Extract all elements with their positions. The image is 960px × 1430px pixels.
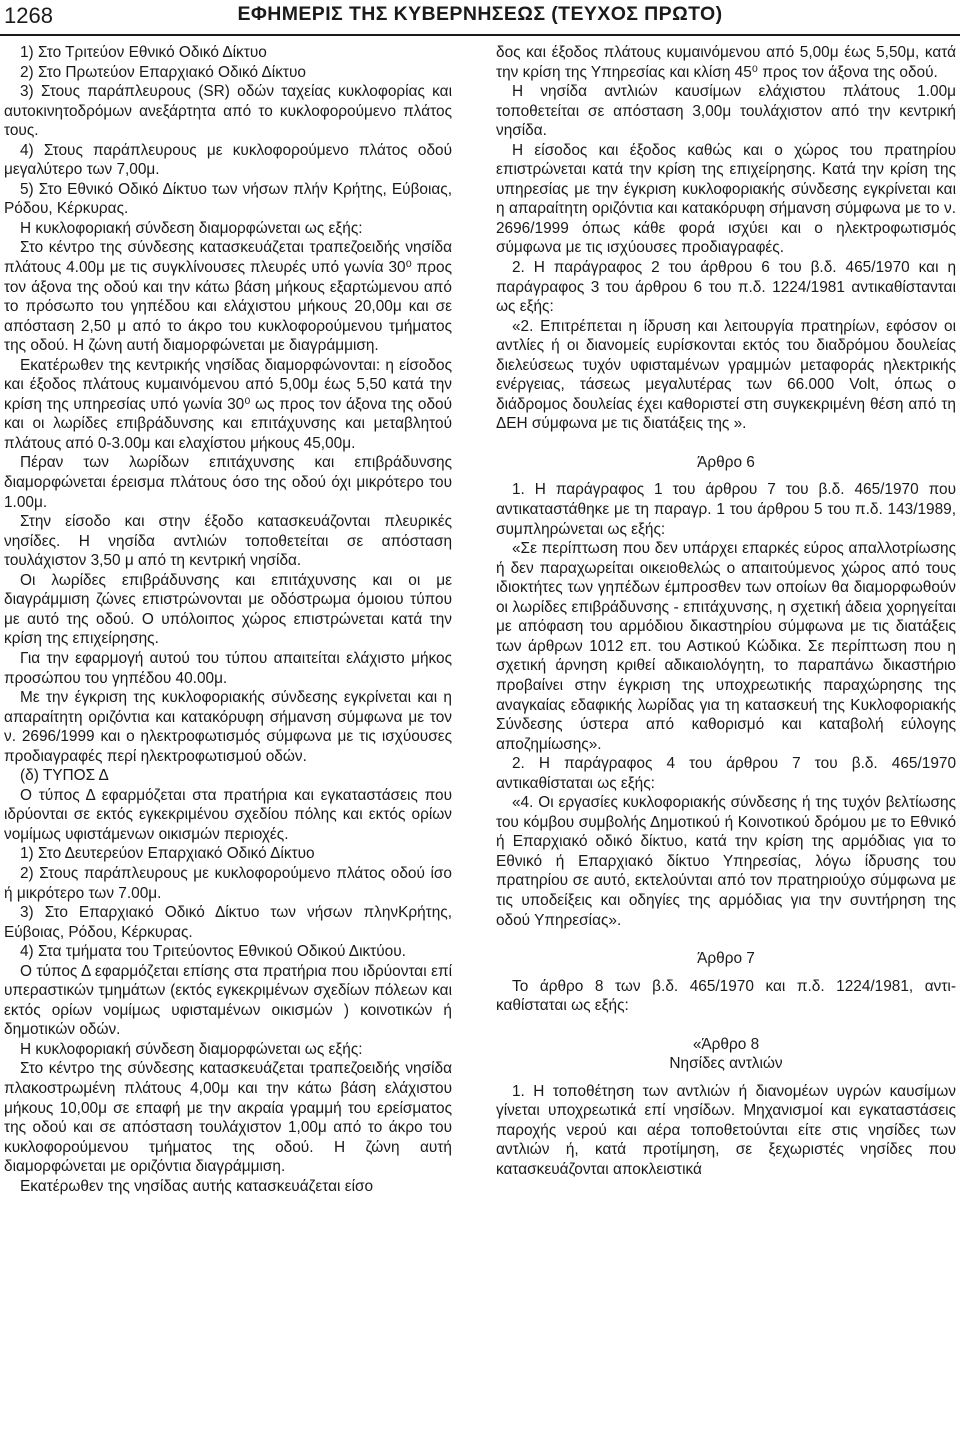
paragraph: 2) Στο Πρωτεύον Επαρχιακό Οδικό Δίκτυο <box>20 63 306 81</box>
left-text-column <box>4 43 452 1196</box>
paragraph: Στο κέντρο της σύνδεσης κατασκευάζεται τραπεζοειδής νησίδα πλάτους 4.00μ με τις συγκλίνουσες πλευρές υπό γωνία 30⁰ προς τον άξονα της οδού και την κάτω βάση μήκους εξαρτώμενου από το πρόσωπο του γηπέδου και ελάχιστου μήκους 20,00μ και σε απόσταση 2,50 μ από το άκρο του κυκλοφορούμενου τμήματος της οδού. Η ζώνη αυτή διαμορφώνεται με διαγράμμιση. <box>4 239 452 355</box>
paragraph: 3) Στο Επαρχιακό Οδικό Δίκτυο των νήσων πληνΚρήτης, Εύβοιας, Ρόδου, Κέρκυρας. <box>4 904 452 941</box>
paragraph: Η κυκλοφοριακή σύνδεση διαμορφώνεται ως εξής: <box>20 1040 363 1058</box>
paragraph: 2) Στους παράπλευρους με κυκλοφορούμενο πλάτος οδού ίσο ή μικρότερο των 7.00μ. <box>4 864 452 902</box>
paragraph: 3) Στους παράπλευρους (SR) οδών ταχείας κυκλοφορίας και αυτοκινητοδρόμων ανεξάρτητα από το κυκλοφορούμενο πλάτος τους. <box>4 83 452 140</box>
paragraph: 1. Η τοποθέτηση των αντλιών ή διανομέων υγρών καυσίμων γίνεται υποχρεωτικά επί νησίδων. Μηχανισμοί και εγκαταστάσεις παροχής νερού και αέρα τοποθετούνται είτε στις νησίδες των αντλιών ή, κατά προτίμηση, σε ξεχωριστές νησίδες που κατασκευάζονται αποκλειστικά <box>496 1082 956 1178</box>
right-text-column <box>496 43 956 1180</box>
paragraph: 1) Στο Δευτερεύον Επαρχιακό Οδικό Δίκτυο <box>20 845 315 863</box>
paragraph: (δ) ΤΥΠΟΣ Δ <box>20 767 109 785</box>
paragraph: Πέραν των λωρίδων επιτάχυνσης και επιβράδυνσης διαμορφώνεται έρεισμα πλάτους όσο της οδού όχι μικρότερο του 1.00μ. <box>4 454 452 511</box>
paragraph: Εκατέρωθεν της νησίδας αυτής κατασκευάζεται είσο <box>20 1177 374 1195</box>
paragraph: 1) Στο Τριτεύον Εθνικό Οδικό Δίκτυο <box>20 44 267 61</box>
paragraph: δος και έξοδος πλάτους κυμαινόμενου από 5,00μ έως 5,50μ, κατά την κρίση της Υπηρεσίας και κλίση 45⁰ προς τον άξονα της οδού. <box>496 44 956 81</box>
paragraph: Ο τύπος Δ εφαρμόζεται στα πρατήρια και εγκαταστάσεις που ιδρύονται σε εκτός εγκεκριμένου σχεδίου πόλης και εκτός ορίων νομίμως υφιστάμενων οικισμών περιοχές. <box>4 786 452 843</box>
paragraph: Εκατέρωθεν της κεντρικής νησίδας διαμορφώνονται: η είσοδος και έξοδος πλάτους κυμαινόμενου από 5,00μ έως 5,50 κατά την κρίση της υπηρεσίας υπό γωνία 30⁰ ως προς τον άξονα της οδού και οι λωρίδες επιβράδυνσης και επιτάχυνσης και μεταβλητού πλάτους από 0-3.00μ και ελαχίστου μήκους 45,00μ. <box>4 356 452 452</box>
paragraph: Οι λωρίδες επιβράδυνσης και επιτάχυνσης και οι με διαγράμμιση ζώνες επιστρώνονται με οδόστρωμα όμοιου τύπου με αυτό της οδού. Ο υπόλοιπος χώρος επιστρώνεται κατά την κρίση της επιχείρησης. <box>4 571 452 648</box>
article-heading: Άρθρο 6 <box>697 453 755 471</box>
article-heading: Άρθρο 7 <box>697 950 755 968</box>
paragraph: Το άρθρο 8 των β.δ. 465/1970 και π.δ. 1224/1981, αντικαθίσταται ως εξής: <box>496 977 956 1015</box>
paragraph: «Σε περίπτωση που δεν υπάρχει επαρκές εύρος απαλλοτρίωσης ή δεν παραχωρείται οικειοθελώς ο απαιτούμενος χώρος από τους ιδιοκτήτες των γηπέδων έμπροσθεν των οποίων θα διαμορφωθούν οι λωρίδες επιβράδυνσης - επιτάχυνσης, η σχετική άδεια χορηγείται με απόφαση του αρμόδιου δικαστηρίου σύμφωνα με τις διατάξεις των άρθρων 1012 επ. του Αστικού Κώδικα. Σε περίπτωση που η σχετική άρνηση κριθεί αδικαιολόγητη, το παραπάνω δικαστήριο προβαίνει στην έγκριση της υποχρεωτικής παραχώρησης της αναγκαίας εδαφικής λωρίδας για τη κατασκευή της Κυκλοφοριακής Σύνδεσης ύστερα από καθορισμό και καταβολή εύλογης αποζημίωσης». <box>496 540 956 753</box>
gazette-title: ΕΦΗΜΕΡΙΣ ΤΗΣ ΚΥΒΕΡΝΗΣΕΩΣ (ΤΕΥΧΟΣ ΠΡΩΤΟ) <box>237 3 723 25</box>
paragraph: Για την εφαρμογή αυτού του τύπου απαιτείται ελάχιστο μήκος προσώπου του γηπέδου 40.00μ. <box>4 649 452 687</box>
paragraph: «2. Επιτρέπεται η ίδρυση και λειτουργία πρατηρίων, εφόσον οι αντλίες ή οι διανομείς ευρίσκονται εκτός του διαδρόμου δουλείας διελεύσεως τυχόν υφισταμένων γραμμών μεταφοράς ηλεκτρικής ενέργειας, τάσεως μεγαλυτέρας των 66.000 Volt, όπως ο διάδρομος δουλείας έχει καθοριστεί στη συγκεκριμένη θέση από τη ΔΕΗ σύμφωνα με τις διατάξεις της ». <box>496 317 956 433</box>
paragraph: Η κυκλοφοριακή σύνδεση διαμορφώνεται ως εξής: <box>20 219 363 237</box>
page-number: 1268 <box>4 3 53 28</box>
page-header <box>0 0 960 36</box>
paragraph: 4) Στα τμήματα του Τριτεύοντος Εθνικού Οδικού Δικτύου. <box>20 943 406 961</box>
paragraph: Στο κέντρο της σύνδεσης κατασκευάζεται τραπεζοειδής νησίδα πλακοστρωμένη πλάτους 4,00μ και την κάτω βάση ελάχιστου μήκους 10,00μ σε επαφή με την ακραία γραμμή του ερείσματος της οδού και σε απόσταση τουλάχιστον 1,00μ από το άκρο του κυκλοφορούμενου τμήματος της οδού. Η ζώνη αυτή διαμορφώνεται με οριζόντια διαγράμμιση. <box>4 1060 452 1176</box>
paragraph: 1. Η παράγραφος 1 του άρθρου 7 του β.δ. 465/1970 που αντικαταστάθηκε με τη παραγρ. 1 του άρθρου 5 του π.δ. 143/1989, συμπληρώνεται ως εξής: <box>496 481 956 538</box>
article-heading: Νησίδες αντλιών <box>669 1055 783 1073</box>
paragraph: 4) Στους παράπλευρους με κυκλοφορούμενο πλάτος οδού μεγαλύτερο των 7,00μ. <box>4 141 452 179</box>
paragraph: Με την έγκριση της κυκλοφοριακής σύνδεσης εγκρίνεται και η απαραίτητη οριζόντια και κατακόρυφη σήμανση σύμφωνα με τον ν. 2696/1999 και ο ηλεκτροφωτισμός σύμφωνα με τις ισχύουσες προδιαγραφές περί ηλεκτροφωτισμού οδών. <box>4 689 452 765</box>
paragraph: Η είσοδος και έξοδος καθώς και ο χώρος του πρατηρίου επιστρώνεται κατά την κρίση της επιχείρησης. Κατά την κρίση της υπηρεσίας με την έγκριση κυκλοφοριακής σύνδεσης εγκρίνεται και η απαραίτητη οριζόντια και κατακόρυφη σήμανση σύμφωνα με το ν. 2696/1999 όπως κάθε φορά ισχύει και ο ηλεκτροφωτισμός σύμφωνα με τις ισχύουσες προδιαγραφές. <box>496 141 956 257</box>
paragraph: Στην είσοδο και στην έξοδο κατασκευάζονται πλευρικές νησίδες. Η νησίδα αντλιών τοποθετείται σε απόσταση τουλάχιστον 3,50 μ από τη κεντρική νησίδα. <box>4 513 452 570</box>
article-heading: «Άρθρο 8 <box>692 1035 760 1053</box>
paragraph: 2. Η παράγραφος 2 του άρθρου 6 του β.δ. 465/1970 και η παράγραφος 3 του άρθρου 6 του π.δ. 1224/1981 αντικαθίστανται ως εξής: <box>496 259 956 316</box>
paragraph: Η νησίδα αντλιών καυσίμων ελάχιστου πλάτους 1.00μ τοποθετείται σε απόσταση 3,00μ τουλάχιστον από την κεντρική νησίδα. <box>496 83 956 140</box>
paragraph: Ο τύπος Δ εφαρμόζεται επίσης στα πρατήρια που ιδρύονται επί υπεραστικών τμημάτων (εκτός εγκεκριμένων σχεδίων πόλεων και εκτός ορίων νομίμως υφισταμένων οικισμών ) κοινοτικών ή δημοτικών οδών. <box>4 962 452 1039</box>
paragraph: «4. Οι εργασίες κυκλοφοριακής σύνδεσης ή της τυχόν βελτίωσης του κόμβου συμβολής Δημοτικού ή Κοινοτικού δρόμου με το Εθνικό ή Επαρχιακό οδικό δίκτυο, κατά την κρίση της αρμόδιας για το Εθνικό ή Επαρχιακό δίκτυο Υπηρεσίας, λόγω ίδρυσης του πρατηρίου σε αυτό, εκτελούνται από τον πρατηριούχο σύμφωνα με τις υποδείξεις και οδηγίες της αρμόδιας για την συντήρηση της οδού Υπηρεσίας». <box>496 794 956 929</box>
paragraph: 5) Στο Εθνικό Οδικό Δίκτυο των νήσων πλήν Κρήτης, Εύβοιας, Ρόδου, Κέρκυρας. <box>4 180 452 218</box>
paragraph: 2. Η παράγραφος 4 του άρθρου 7 του β.δ. 465/1970 αντικαθίσταται ως εξής: <box>496 755 956 792</box>
